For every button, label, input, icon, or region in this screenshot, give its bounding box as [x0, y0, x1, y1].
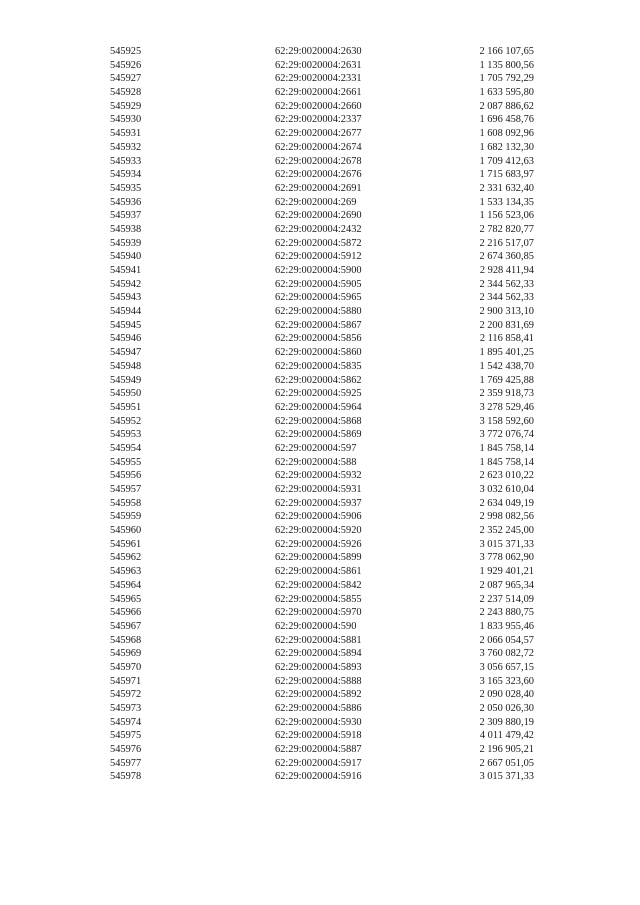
row-number: 545978: [110, 771, 142, 783]
cadastral-value: 1 135 800,56: [479, 59, 534, 71]
cadastral-value: 2 087 886,62: [479, 100, 534, 112]
cadastral-number: 62:29:0020004:2661: [275, 87, 362, 99]
table-row: [0, 565, 640, 579]
table-row: [0, 716, 640, 730]
cadastral-number: 62:29:0020004:5899: [275, 552, 362, 564]
cadastral-number: 62:29:0020004:5916: [275, 771, 362, 783]
row-number: 545956: [110, 470, 142, 482]
table-row: [0, 59, 640, 73]
cadastral-value: 2 200 831,69: [479, 319, 534, 331]
cadastral-value: 3 015 371,33: [479, 538, 534, 550]
table-row: [0, 237, 640, 251]
cadastral-value: 1 929 401,21: [479, 566, 534, 578]
cadastral-value: 2 352 245,00: [479, 525, 534, 537]
cadastral-number: 62:29:0020004:5930: [275, 716, 362, 728]
cadastral-value: 2 782 820,77: [479, 223, 534, 235]
cadastral-number: 62:29:0020004:5880: [275, 306, 362, 318]
cadastral-number: 62:29:0020004:5842: [275, 579, 362, 591]
cadastral-number: 62:29:0020004:5926: [275, 538, 362, 550]
table-row: [0, 387, 640, 401]
cadastral-number: 62:29:0020004:5912: [275, 251, 362, 263]
cadastral-value: 2 359 918,73: [479, 388, 534, 400]
cadastral-number: 62:29:0020004:5965: [275, 292, 362, 304]
cadastral-number: 62:29:0020004:2678: [275, 155, 362, 167]
cadastral-number: 62:29:0020004:5881: [275, 634, 362, 646]
cadastral-number: 62:29:0020004:5900: [275, 265, 362, 276]
cadastral-number: 62:29:0020004:2674: [275, 141, 362, 153]
cadastral-number: 62:29:0020004:5868: [275, 415, 362, 427]
row-number: 545926: [110, 59, 142, 71]
cadastral-value: 3 015 371,33: [479, 771, 534, 783]
row-number: 545943: [110, 292, 142, 304]
cadastral-value: 2 050 026,30: [479, 703, 534, 714]
cadastral-value: 2 087 965,34: [479, 579, 534, 591]
table-row: [0, 45, 640, 59]
table-row: [0, 702, 640, 716]
row-number: 545966: [110, 607, 142, 619]
row-number: 545929: [110, 100, 142, 112]
row-number: 545928: [110, 87, 142, 99]
cadastral-value: 1 705 792,29: [479, 73, 534, 85]
cadastral-number: 62:29:0020004:2691: [275, 182, 362, 194]
table-row: [0, 729, 640, 743]
table-row: [0, 250, 640, 264]
table-row: [0, 497, 640, 511]
table-row: [0, 401, 640, 415]
table-row: [0, 196, 640, 210]
table-row: [0, 757, 640, 771]
cadastral-number: 62:29:0020004:2660: [275, 100, 362, 112]
table-row: [0, 743, 640, 757]
cadastral-value: 2 066 054,57: [479, 634, 534, 646]
cadastral-number: 62:29:0020004:5920: [275, 525, 362, 537]
cadastral-value: 2 667 051,05: [479, 757, 534, 769]
cadastral-number: 62:29:0020004:5861: [275, 566, 362, 578]
cadastral-value: 1 633 595,80: [479, 87, 534, 99]
row-number: 545946: [110, 333, 142, 345]
cadastral-value: 2 623 010,22: [479, 470, 534, 482]
row-number: 545969: [110, 648, 142, 660]
table-row: [0, 456, 640, 470]
table-row: [0, 551, 640, 565]
cadastral-number: 62:29:0020004:5906: [275, 511, 362, 523]
table-row: [0, 332, 640, 346]
table-row: [0, 770, 640, 784]
row-number: 545952: [110, 415, 142, 427]
cadastral-value: 1 682 132,30: [479, 141, 534, 153]
row-number: 545933: [110, 155, 142, 167]
table-row: [0, 72, 640, 86]
table-row: [0, 688, 640, 702]
row-number: 545957: [110, 484, 142, 495]
table-row: [0, 415, 640, 429]
table-row: [0, 661, 640, 675]
row-number: 545958: [110, 497, 142, 509]
cadastral-number: 62:29:0020004:269: [275, 196, 357, 208]
cadastral-number: 62:29:0020004:5917: [275, 757, 362, 769]
row-number: 545971: [110, 675, 142, 687]
cadastral-value: 3 772 076,74: [479, 429, 534, 441]
table-row: [0, 469, 640, 483]
cadastral-value: 2 634 049,19: [479, 497, 534, 509]
cadastral-number: 62:29:0020004:5856: [275, 333, 362, 345]
table-row: [0, 538, 640, 552]
cadastral-value: 2 237 514,09: [479, 593, 534, 605]
cadastral-value: 3 158 592,60: [479, 415, 534, 427]
row-number: 545930: [110, 114, 142, 126]
cadastral-value: 1 769 425,88: [479, 374, 534, 386]
row-number: 545945: [110, 319, 142, 331]
table-row: [0, 305, 640, 319]
table-row: [0, 113, 640, 127]
row-number: 545925: [110, 46, 142, 57]
row-number: 545967: [110, 620, 142, 632]
cadastral-number: 62:29:0020004:5918: [275, 730, 362, 742]
cadastral-number: 62:29:0020004:5888: [275, 675, 362, 687]
table-row: [0, 510, 640, 524]
cadastral-value: 2 166 107,65: [479, 46, 534, 57]
cadastral-number: 62:29:0020004:2690: [275, 210, 362, 222]
cadastral-value: 2 900 313,10: [479, 306, 534, 318]
row-number: 545960: [110, 525, 142, 537]
row-number: 545977: [110, 757, 142, 769]
row-number: 545927: [110, 73, 142, 85]
cadastral-value-table: [0, 45, 640, 784]
cadastral-value: 1 895 401,25: [479, 347, 534, 359]
table-row: [0, 428, 640, 442]
cadastral-number: 62:29:0020004:5905: [275, 278, 362, 290]
row-number: 545968: [110, 634, 142, 646]
cadastral-value: 2 309 880,19: [479, 716, 534, 728]
cadastral-value: 2 116 858,41: [479, 333, 534, 345]
table-row: [0, 155, 640, 169]
table-row: [0, 593, 640, 607]
table-row: [0, 100, 640, 114]
cadastral-number: 62:29:0020004:2631: [275, 59, 362, 71]
table-row: [0, 483, 640, 497]
table-row: [0, 319, 640, 333]
table-row: [0, 278, 640, 292]
cadastral-number: 62:29:0020004:5872: [275, 237, 362, 249]
cadastral-number: 62:29:0020004:5887: [275, 744, 362, 756]
table-row: [0, 182, 640, 196]
row-number: 545947: [110, 347, 142, 359]
cadastral-number: 62:29:0020004:2331: [275, 73, 362, 85]
row-number: 545973: [110, 703, 142, 714]
cadastral-value: 2 928 411,94: [479, 265, 534, 276]
row-number: 545935: [110, 182, 142, 194]
row-number: 545951: [110, 401, 142, 413]
cadastral-value: 1 608 092,96: [479, 128, 534, 140]
row-number: 545975: [110, 730, 142, 742]
row-number: 545974: [110, 716, 142, 728]
cadastral-number: 62:29:0020004:5970: [275, 607, 362, 619]
cadastral-number: 62:29:0020004:5893: [275, 661, 362, 673]
cadastral-value: 3 032 610,04: [479, 484, 534, 495]
cadastral-value: 2 090 028,40: [479, 689, 534, 701]
cadastral-value: 2 344 562,33: [479, 292, 534, 304]
cadastral-number: 62:29:0020004:5862: [275, 374, 362, 386]
table-row: [0, 209, 640, 223]
cadastral-number: 62:29:0020004:2676: [275, 169, 362, 181]
cadastral-number: 62:29:0020004:5932: [275, 470, 362, 482]
cadastral-number: 62:29:0020004:5867: [275, 319, 362, 331]
cadastral-number: 62:29:0020004:2677: [275, 128, 362, 140]
cadastral-number: 62:29:0020004:5869: [275, 429, 362, 441]
cadastral-number: 62:29:0020004:5860: [275, 347, 362, 359]
row-number: 545964: [110, 579, 142, 591]
cadastral-value: 1 709 412,63: [479, 155, 534, 167]
row-number: 545940: [110, 251, 142, 263]
table-row: [0, 346, 640, 360]
table-row: [0, 647, 640, 661]
cadastral-value: 1 845 758,14: [479, 456, 534, 468]
row-number: 545934: [110, 169, 142, 181]
table-row: [0, 634, 640, 648]
cadastral-value: 1 715 683,97: [479, 169, 534, 181]
cadastral-number: 62:29:0020004:588: [275, 456, 357, 468]
cadastral-number: 62:29:0020004:2337: [275, 114, 362, 126]
row-number: 545949: [110, 374, 142, 386]
table-row: [0, 168, 640, 182]
cadastral-value: 2 331 632,40: [479, 182, 534, 194]
cadastral-value: 3 760 082,72: [479, 648, 534, 660]
cadastral-number: 62:29:0020004:597: [275, 442, 357, 454]
cadastral-value: 1 156 523,06: [479, 210, 534, 222]
cadastral-value: 1 533 134,35: [479, 196, 534, 208]
cadastral-value: 2 216 517,07: [479, 237, 534, 249]
row-number: 545944: [110, 306, 142, 318]
cadastral-number: 62:29:0020004:2630: [275, 46, 362, 57]
cadastral-value: 4 011 479,42: [479, 730, 534, 742]
table-row: [0, 442, 640, 456]
row-number: 545948: [110, 360, 142, 372]
cadastral-number: 62:29:0020004:5886: [275, 703, 362, 714]
cadastral-value: 1 542 438,70: [479, 360, 534, 372]
row-number: 545932: [110, 141, 142, 153]
cadastral-value: 1 696 458,76: [479, 114, 534, 126]
row-number: 545950: [110, 388, 142, 400]
cadastral-number: 62:29:0020004:5892: [275, 689, 362, 701]
table-row: [0, 264, 640, 278]
cadastral-value: 1 845 758,14: [479, 442, 534, 454]
table-row: [0, 141, 640, 155]
cadastral-number: 62:29:0020004:5894: [275, 648, 362, 660]
table-row: [0, 360, 640, 374]
row-number: 545931: [110, 128, 142, 140]
cadastral-value: 3 278 529,46: [479, 401, 534, 413]
row-number: 545972: [110, 689, 142, 701]
cadastral-value: 2 998 082,56: [479, 511, 534, 523]
row-number: 545961: [110, 538, 142, 550]
row-number: 545942: [110, 278, 142, 290]
cadastral-number: 62:29:0020004:5964: [275, 401, 362, 413]
row-number: 545953: [110, 429, 142, 441]
cadastral-value: 3 056 657,15: [479, 661, 534, 673]
cadastral-number: 62:29:0020004:5835: [275, 360, 362, 372]
table-row: [0, 620, 640, 634]
cadastral-number: 62:29:0020004:2432: [275, 223, 362, 235]
cadastral-value: 2 344 562,33: [479, 278, 534, 290]
row-number: 545939: [110, 237, 142, 249]
row-number: 545954: [110, 442, 142, 454]
cadastral-number: 62:29:0020004:5855: [275, 593, 362, 605]
row-number: 545970: [110, 661, 142, 673]
table-row: [0, 606, 640, 620]
cadastral-value: 3 778 062,90: [479, 552, 534, 564]
table-row: [0, 223, 640, 237]
cadastral-value: 2 196 905,21: [479, 744, 534, 756]
row-number: 545938: [110, 223, 142, 235]
table-row: [0, 579, 640, 593]
table-row: [0, 374, 640, 388]
row-number: 545937: [110, 210, 142, 222]
row-number: 545965: [110, 593, 142, 605]
row-number: 545936: [110, 196, 142, 208]
table-row: [0, 127, 640, 141]
cadastral-number: 62:29:0020004:5931: [275, 484, 362, 495]
row-number: 545963: [110, 566, 142, 578]
row-number: 545959: [110, 511, 142, 523]
cadastral-number: 62:29:0020004:5925: [275, 388, 362, 400]
cadastral-value: 1 833 955,46: [479, 620, 534, 632]
table-row: [0, 524, 640, 538]
table-row: [0, 86, 640, 100]
row-number: 545976: [110, 744, 142, 756]
row-number: 545955: [110, 456, 142, 468]
cadastral-number: 62:29:0020004:5937: [275, 497, 362, 509]
row-number: 545941: [110, 265, 142, 276]
cadastral-value: 3 165 323,60: [479, 675, 534, 687]
cadastral-value: 2 674 360,85: [479, 251, 534, 263]
table-row: [0, 291, 640, 305]
row-number: 545962: [110, 552, 142, 564]
table-row: [0, 675, 640, 689]
cadastral-value: 2 243 880,75: [479, 607, 534, 619]
cadastral-number: 62:29:0020004:590: [275, 620, 357, 632]
